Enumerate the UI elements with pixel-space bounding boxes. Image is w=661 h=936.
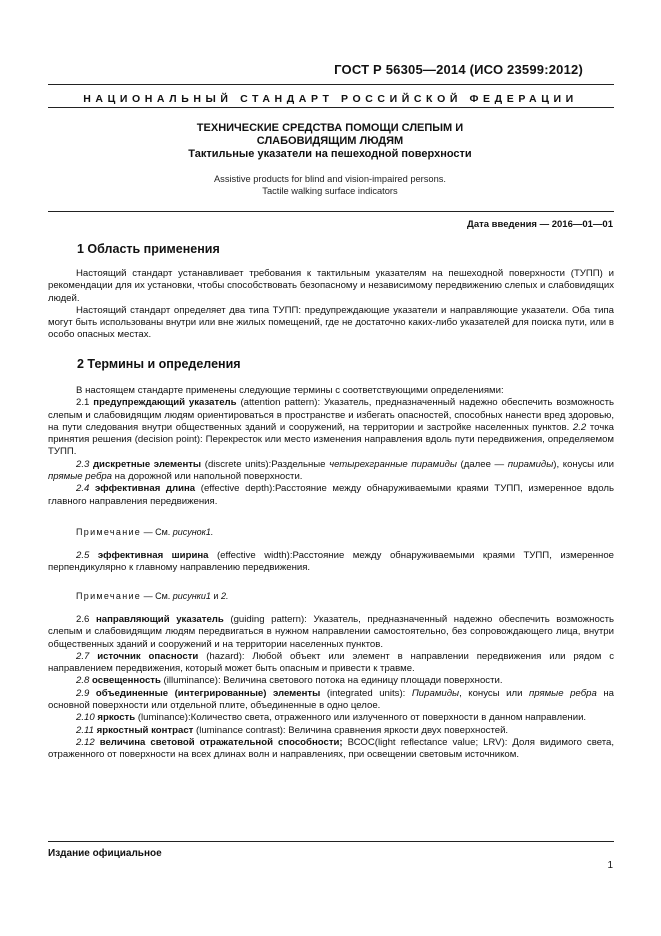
introduction-date: Дата введения — 2016—01—01 [467, 219, 613, 230]
section-1-body [48, 268, 614, 342]
term-2-11: 2.11 яркостный контраст (luminance contrast): Величина сравнения яркости двух поверхностей. [76, 724, 509, 736]
section-1-paragraph-1: Настоящий стандарт устанавливает требования к тактильным указателям на пешеходной поверхности (ТУПП) и рекомендации для их установки, чтобы способствовать безопасному и независимому передвижению слепых и слабовидящих людей. [48, 268, 614, 304]
english-title [60, 173, 600, 197]
national-standard-banner: НАЦИОНАЛЬНЫЙ СТАНДАРТ РОССИЙСКОЙ ФЕДЕРАЦИИ [83, 93, 578, 105]
term-2-9: 2.9 объединенные (интегрированные) элементы (integrated units): Пирамиды, конусы или прямые ребра на основной поверхности или отдельной плите, объединенные в одно целое. [48, 687, 614, 712]
term-2-10: 2.10 яркость (luminance):Количество света, отраженного или излученного от поверхности в данном направлении. [76, 712, 587, 724]
official-edition: Издание официальное [48, 848, 162, 859]
section-1-paragraph-2: Настоящий стандарт определяет два типа ТУПП: предупреждающие указатели и направляющие указатели. Оба типа могут быть использованы внутри или вне жилых помещений, где не достаточно каких-либо указателей для поиска пути, или в особо опасных местах. [48, 304, 614, 341]
section-2-heading: 2 Термины и определения [77, 357, 241, 371]
term-2-1: 2.1 предупреждающий указатель (attention pattern): Указатель, предназначенный надежно обеспечить возможность слепым и слабовидящим людям ориентироваться в пространстве и избегать опасностей, способных нанести вред здоровью, на пути следования внутри общественных зданий и сооружений, на территории и застройке населенных пунктов. 2.2 точка принятия решения (decision point): Перекресток или место изменения направления вдоль пути передвижения, определяемом ТУПП. [48, 397, 614, 458]
term-2-8: 2.8 освещенность (illuminance): Величина светового потока на единицу площади поверхности. [76, 675, 503, 687]
title-rule [48, 211, 614, 212]
title-line-2: СЛАБОВИДЯЩИМ ЛЮДЯМ [256, 135, 404, 147]
english-title-line-2: Tactile walking surface indicators [262, 186, 398, 196]
note-2: Примечание — См. рисунки1 и 2. [76, 591, 229, 601]
title-subtitle: Тактильные указатели на пешеходной поверхности [188, 148, 472, 160]
page-number: 1 [607, 860, 613, 871]
term-2-12: 2.12 величина световой отражательной способности; ВСОС(light reflectance value; LRV): Доля видимого света, отраженного от поверхности на всех длинах волн и направлениях, при освещении световым источником. [48, 736, 614, 761]
terms-2-6-to-2-12 [48, 614, 614, 762]
section-2-intro: В настоящем стандарте применены следующие термины с соответствующими определениями: [76, 385, 504, 396]
section-2-body [48, 385, 614, 508]
note-1: Примечание — См. рисунок1. [76, 527, 214, 537]
term-2-5-block [48, 550, 614, 575]
document-code: ГОСТ Р 56305—2014 (ИСО 23599:2012) [334, 62, 583, 77]
term-2-3: 2.3 дискретные элементы (discrete units):Раздельные четырехгранные пирамиды (далее — пирамиды), конусы или прямые ребра на дорожной или напольной поверхности. [48, 458, 614, 483]
english-title-line-1: Assistive products for blind and vision-impaired persons. [213, 174, 446, 184]
term-2-7: 2.7 источник опасности (hazard): Любой объект или элемент в направлении передвижения или рядом с направлением передвижения, который может быть опасным и привести к травме. [48, 650, 614, 675]
term-2-5: 2.5 эффективная ширина (effective width):Расстояние между обнаруживаемыми краями ТУПП, измеренное перпендикулярно к главному направлению передвижения. [48, 550, 614, 574]
document-title [60, 122, 600, 161]
term-2-4: 2.4 эффективная длина (effective depth):Расстояние между обнаруживаемыми краями ТУПП, измеренное вдоль главного направления передвижения. [48, 483, 614, 507]
title-line-1: ТЕХНИЧЕСКИЕ СРЕДСТВА ПОМОЩИ СЛЕПЫМ И [196, 122, 464, 134]
top-rule [48, 84, 614, 85]
section-1-heading: 1 Область применения [77, 242, 220, 256]
footer-rule [48, 841, 614, 842]
banner-rule [48, 107, 614, 108]
term-2-6: 2.6 направляющий указатель (guiding pattern): Указатель, предназначенный надежно обеспечить возможность слепым и слабовидящим людям передвигаться в нужном направлении самостоятельно, без сопровождающего лица, внутри общественных зданий и сооружений и на территории населенных пунктов. [48, 614, 614, 650]
